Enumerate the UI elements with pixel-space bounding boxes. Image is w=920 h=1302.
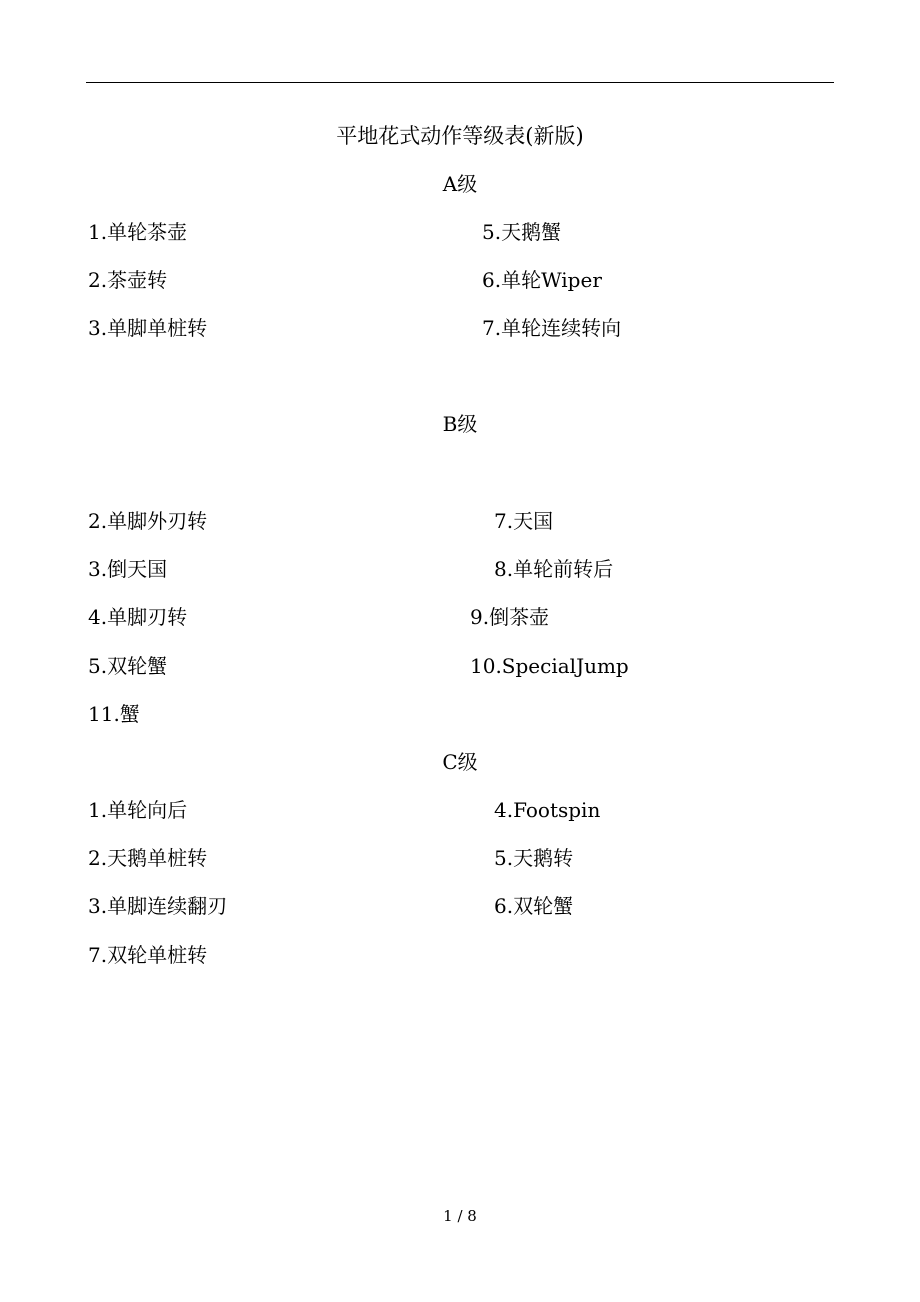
list-item: 5.双轮蟹 [88,654,168,678]
list-item: 7.双轮单桩转 [88,943,208,967]
list-item: 4.Footspin [494,798,601,822]
list-item: 6.单轮Wiper [482,268,602,292]
list-item: 2.天鹅单桩转 [88,846,208,870]
list-item: 3.单脚连续翻刃 [88,894,228,918]
section-heading-b: B级 [442,412,478,436]
list-item: 6.双轮蟹 [494,894,574,918]
list-item: 7.单轮连续转向 [482,316,622,340]
document-title: 平地花式动作等级表(新版) [336,124,584,148]
list-item: 5.天鹅转 [494,846,574,870]
page-number: 1 / 8 [443,1207,477,1225]
section-heading-c: C级 [442,750,478,774]
list-item: 10.SpecialJump [470,654,629,678]
list-item: 9.倒茶壶 [470,605,550,629]
list-item: 1.单轮向后 [88,798,188,822]
header-rule [86,82,834,83]
list-item: 4.单脚刃转 [88,605,188,629]
list-item: 3.单脚单桩转 [88,316,208,340]
list-item: 1.单轮茶壶 [88,220,188,244]
section-heading-a: A级 [442,172,478,196]
list-item: 7.天国 [494,509,554,533]
list-item: 8.单轮前转后 [494,557,614,581]
list-item: 11.蟹 [88,702,140,726]
list-item: 2.茶壶转 [88,268,168,292]
list-item: 2.单脚外刃转 [88,509,208,533]
list-item: 3.倒天国 [88,557,168,581]
list-item: 5.天鹅蟹 [482,220,562,244]
